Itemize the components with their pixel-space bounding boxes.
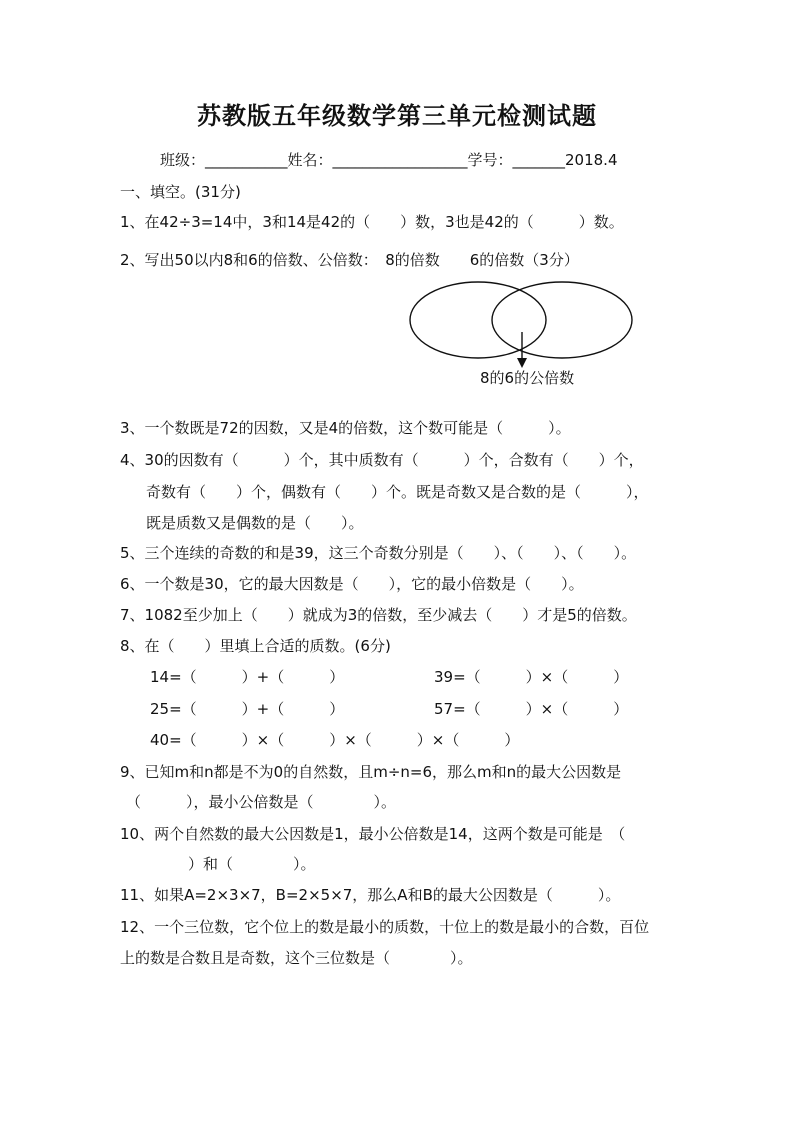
question-8-b: 39=（ ）×（ ） (434, 668, 629, 686)
question-9-line-2: （ ），最小公倍数是（ ）。 (126, 793, 397, 811)
question-12-line-2: 上的数是合数且是奇数，这个三位数是（ ）。 (120, 949, 473, 967)
question-6: 6、一个数是30，它的最大因数是（ ），它的最小倍数是（ ）。 (120, 575, 584, 593)
question-8: 8、在（ ）里填上合适的质数。(6分) (120, 637, 391, 655)
venn-circle-8 (410, 282, 546, 358)
question-10-line-2: ）和（ ）。 (188, 855, 316, 873)
section-heading: 一、填空。(31分) (120, 183, 241, 201)
question-8-d: 57=（ ）×（ ） (434, 700, 629, 718)
question-4-line-2: 奇数有（ ）个，偶数有（ ）个。既是奇数又是合数的是（ ）， (146, 483, 649, 501)
question-4-line-3: 既是质数又是偶数的是（ ）。 (146, 514, 364, 532)
question-8-c: 25=（ ）+（ ） (150, 700, 345, 718)
question-8-a: 14=（ ）+（ ） (150, 668, 345, 686)
venn-label: 8的6的公倍数 (480, 369, 575, 387)
question-5: 5、三个连续的奇数的和是39，这三个奇数分别是（ ）、（ ）、（ ）。 (120, 544, 637, 562)
question-9-line-1: 9、已知m和n都是不为0的自然数，且m÷n=6，那么m和n的最大公因数是 (120, 763, 622, 781)
question-1: 1、在42÷3=14中，3和14是42的（ ）数，3也是42的（ ）数。 (120, 213, 624, 231)
question-8-e: 40=（ ）×（ ）×（ ）×（ ） (150, 731, 520, 749)
page-title: 苏教版五年级数学第三单元检测试题 (197, 101, 597, 130)
question-11: 11、如果A=2×3×7，B=2×5×7，那么A和B的最大公因数是（ ）。 (120, 886, 621, 904)
question-3: 3、一个数既是72的因数，又是4的倍数，这个数可能是（ ）。 (120, 419, 571, 437)
question-12-line-1: 12、一个三位数，它个位上的数是最小的质数，十位上的数是最小的合数，百位 (120, 918, 650, 936)
arrow-down-icon (517, 358, 527, 368)
question-10-line-1: 10、两个自然数的最大公因数是1，最小公倍数是14，这两个数是可能是 （ (120, 825, 626, 843)
question-4-line-1: 4、30的因数有（ ）个，其中质数有（ ）个，合数有（ ）个， (120, 451, 644, 469)
student-info-line: 班级：___________姓名：__________________学号：_______2018.4 (160, 151, 618, 169)
question-7: 7、1082至少加上（ ）就成为3的倍数，至少减去（ ）才是5的倍数。 (120, 606, 637, 624)
venn-circle-6 (492, 282, 632, 358)
question-2: 2、写出50以内8和6的倍数、公倍数： 8的倍数 6的倍数（3分） (120, 251, 579, 269)
